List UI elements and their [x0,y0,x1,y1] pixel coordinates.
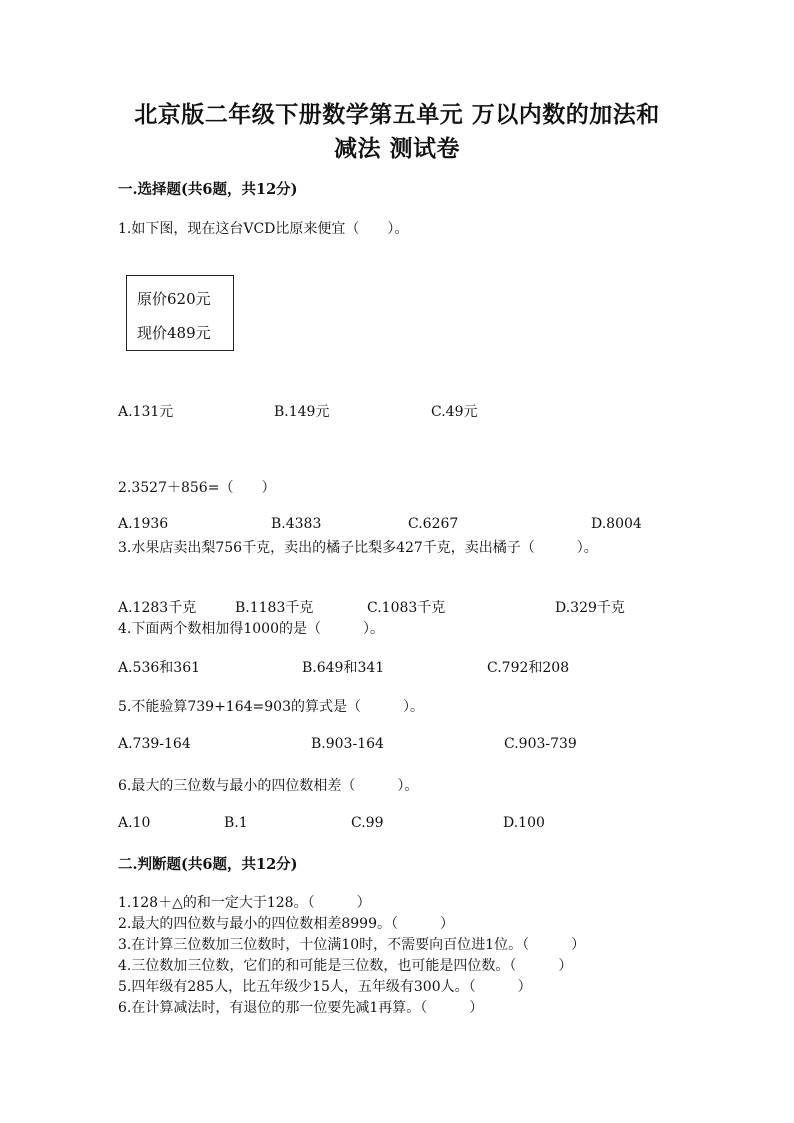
q1-option-b: B.149元 [274,404,330,420]
q5-option-b: B.903-164 [311,736,384,752]
judge-item-5: 5.四年级有285人，比五年级少15人，五年级有300人。（ ） [118,979,532,995]
q3-option-a: A.1283千克 [118,600,197,616]
judge-item-1: 1.128＋△的和一定大于128。（ ） [118,895,371,911]
q3-option-b: B.1183千克 [235,600,314,616]
q6-option-a: A.10 [118,815,151,831]
q6-option-c: C.99 [351,815,384,831]
page-title-line-2: 减法 测试卷 [333,135,460,162]
question-5: 5.不能验算739+164=903的算式是（ ）。 [118,699,424,715]
page-title-line-1: 北京版二年级下册数学第五单元 万以内数的加法和 [134,101,660,128]
q6-option-d: D.100 [503,815,545,831]
q4-option-a: A.536和361 [118,660,201,676]
price-original: 原价620元 [137,290,211,308]
q4-option-c: C.792和208 [487,660,570,676]
q4-option-b: B.649和341 [302,660,385,676]
q2-option-d: D.8004 [591,516,642,532]
section-heading-judge: 二.判断题(共6题，共12分) [118,856,298,873]
q2-option-c: C.6267 [408,516,459,532]
question-2: 2.3527＋856=（ ） [118,480,276,496]
q5-option-a: A.739-164 [118,736,191,752]
judge-item-4: 4.三位数加三位数，它们的和可能是三位数，也可能是四位数。（ ） [118,958,573,974]
question-6: 6.最大的三位数与最小的四位数相差（ ）。 [118,778,419,794]
judge-item-6: 6.在计算减法时，有退位的那一位要先减1再算。（ ） [118,1000,484,1016]
q1-option-c: C.49元 [431,404,478,420]
judge-item-2: 2.最大的四位数与最小的四位数相差8999。（ ） [118,916,454,932]
section-heading-choice: 一.选择题(共6题，共12分) [118,181,298,198]
price-current: 现价489元 [137,324,211,342]
q1-option-a: A.131元 [118,404,174,420]
judge-item-3: 3.在计算三位数加三位数时，十位满10时，不需要向百位进1位。（ ） [118,937,586,953]
q3-option-c: C.1083千克 [367,600,446,616]
q6-option-b: B.1 [224,815,248,831]
q2-option-b: B.4383 [271,516,322,532]
q2-option-a: A.1936 [118,516,169,532]
question-4: 4.下面两个数相加得1000的是（ ）。 [118,621,384,637]
q5-option-c: C.903-739 [504,736,577,752]
question-3: 3.水果店卖出梨756千克，卖出的橘子比梨多427千克，卖出橘子（ ）。 [118,540,598,556]
question-1: 1.如下图，现在这台VCD比原来便宜（ ）。 [118,221,409,237]
price-box [126,275,234,351]
q3-option-d: D.329千克 [555,600,625,616]
